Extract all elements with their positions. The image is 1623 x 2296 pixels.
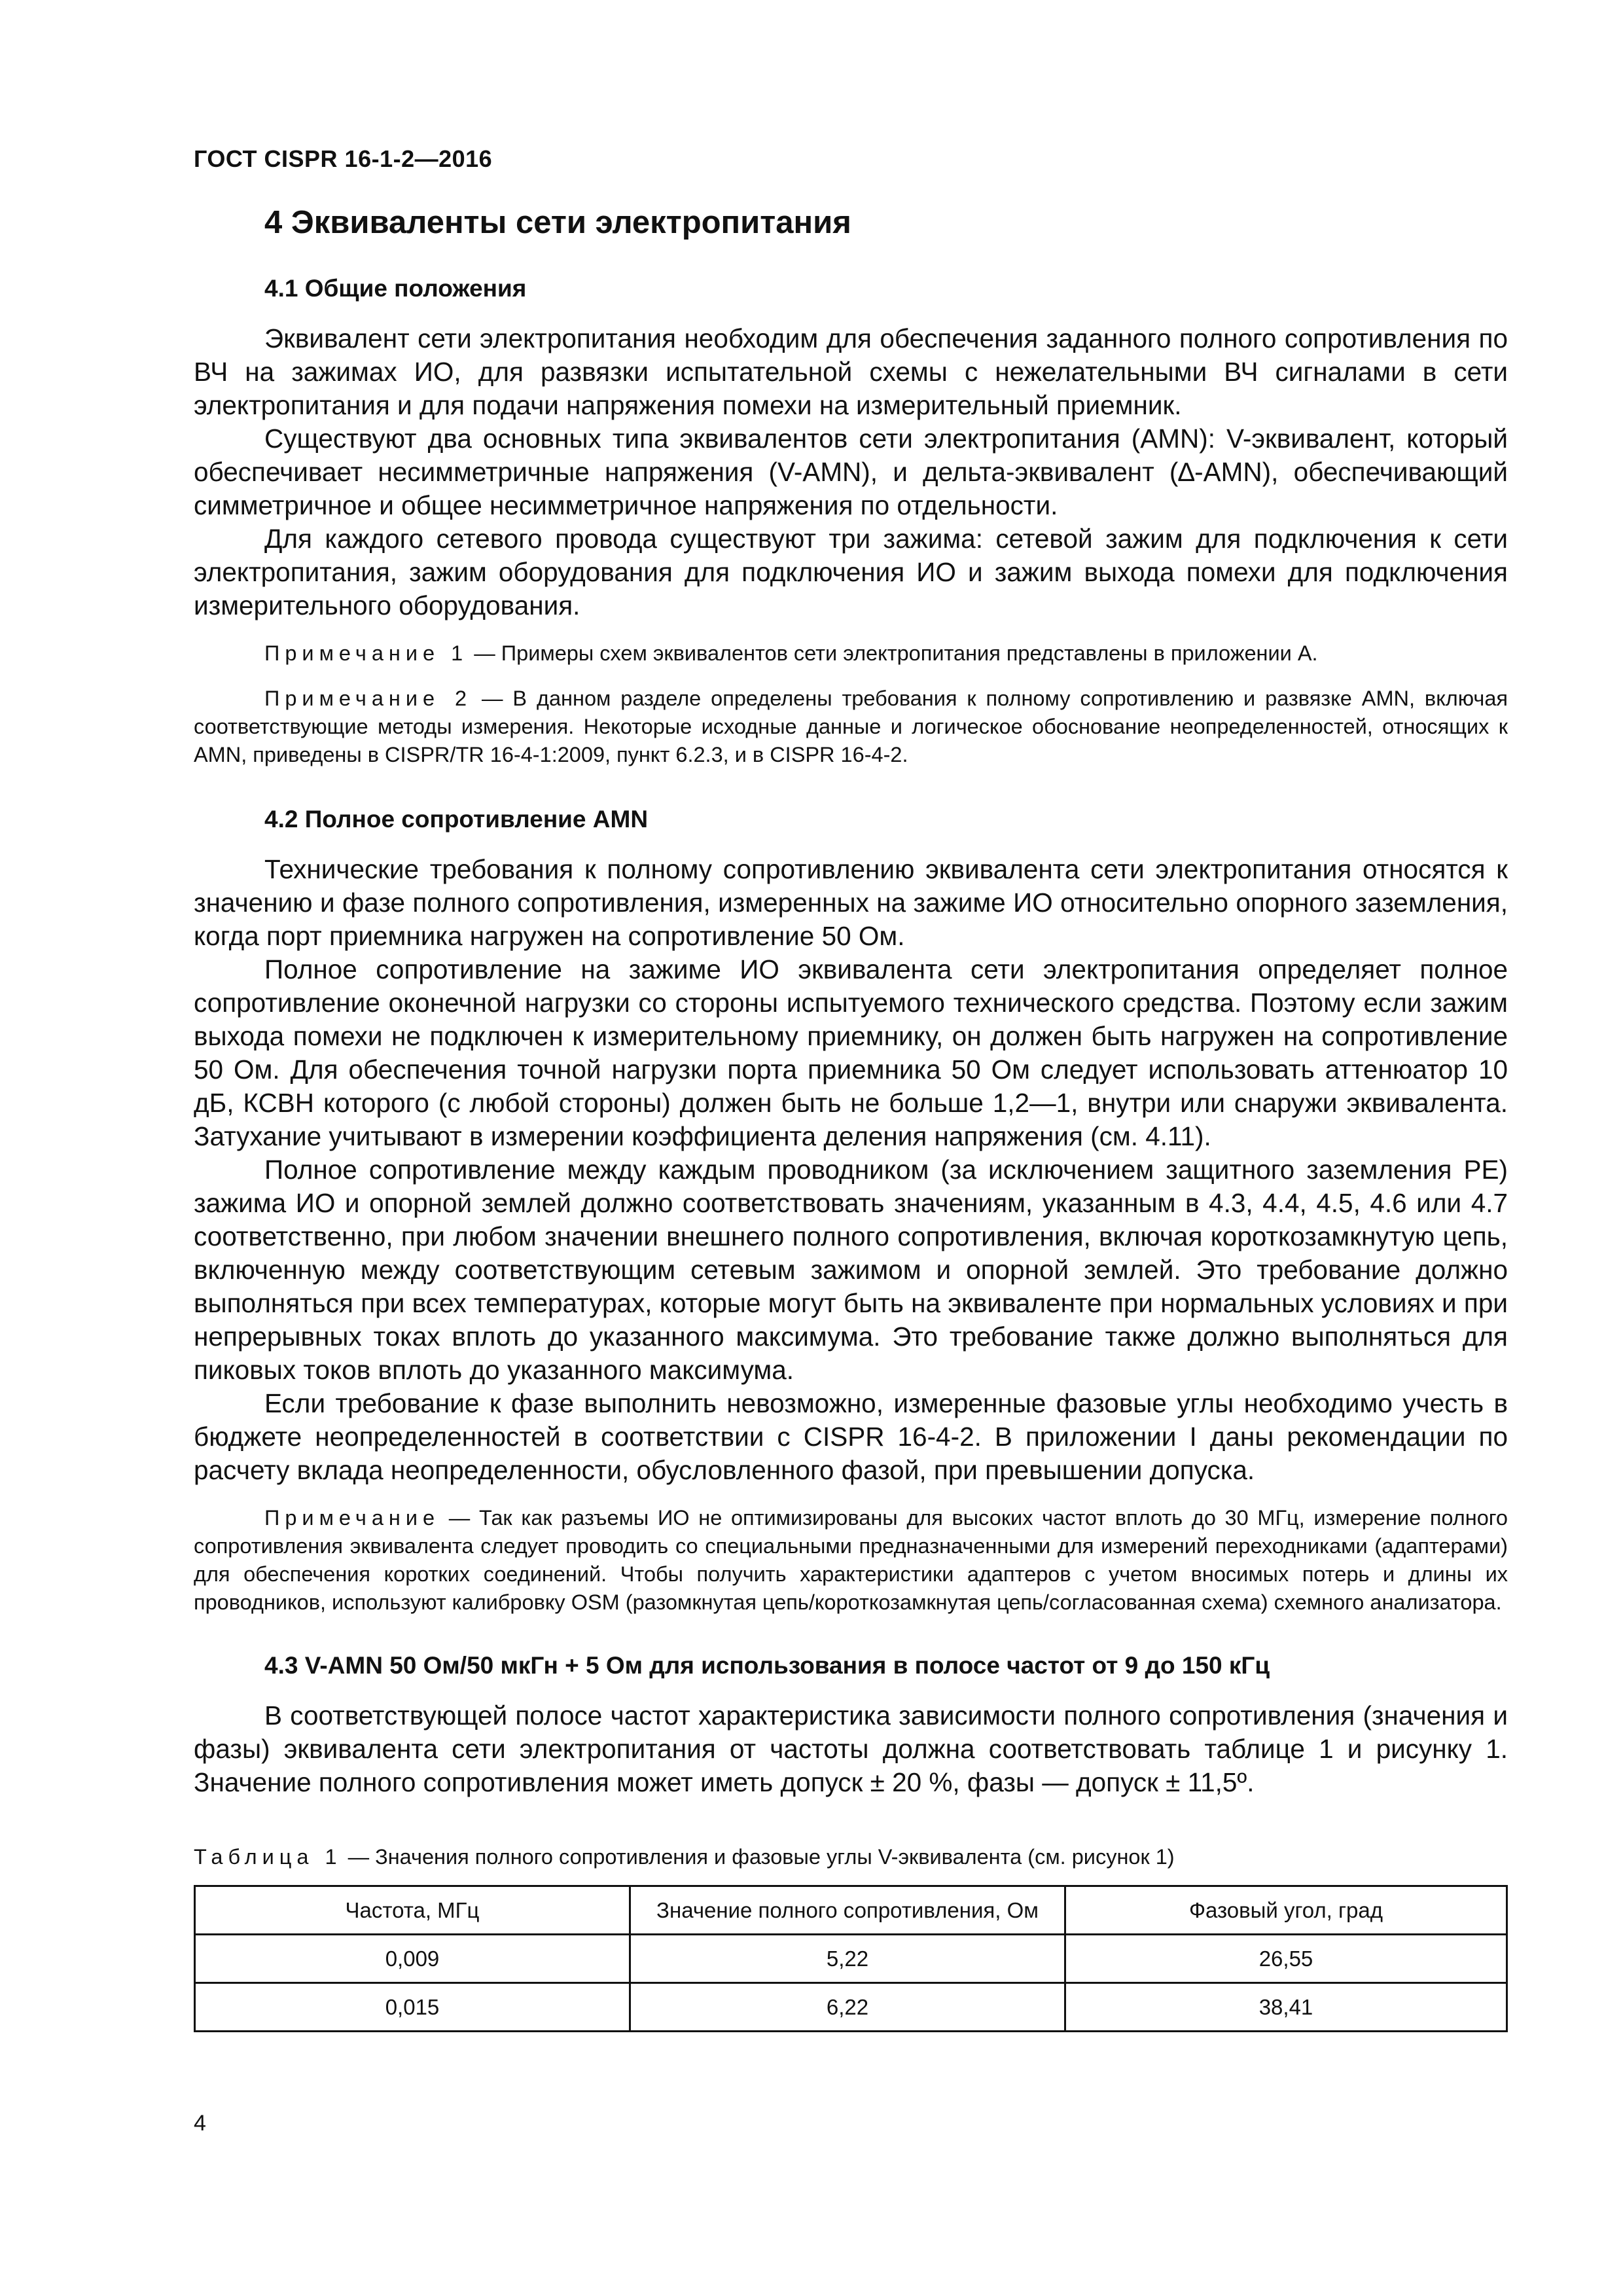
s42-paragraph-3: Полное сопротивление между каждым проводником (за исключением защитного заземления РЕ) зажима ИО и опорной землей должно соответствовать значениям, указанным в 4.3, 4.4, 4.5, 4.6 или 4.7 соответственно, при любом значении внешнего полного сопротивления, включая короткозамкнутую цепь, включенную между соответствующим сетевым зажимом и опорной землей. Это требование должно выполняться при всех температурах, которые могут быть на эквиваленте при нормальных условиях и при непрерывных токах вплоть до указанного максимума. Это требование также должно выполняться для пиковых токов вплоть до указанного максимума. [194, 1155, 1508, 1385]
header-impedance: Значение полного сопротивления, Ом [630, 1886, 1065, 1935]
note-label: Примечание 1 [264, 641, 469, 665]
section-4-heading: 4 Эквиваленты сети электропитания [264, 205, 851, 240]
section-4-1-heading: 4.1 Общие положения [264, 275, 527, 302]
page-content [194, 145, 1508, 2032]
section-4-2-heading: 4.2 Полное сопротивление AMN [264, 806, 649, 833]
s42-paragraph-1: Технические требования к полному сопротивлению эквивалента сети электропитания относятся к значению и фазе полного сопротивления, измеренных на зажиме ИО относительно опорного заземления, когда порт приемника нагружен на сопротивление 50 Ом. [194, 854, 1508, 951]
s42-paragraph-4: Если требование к фазе выполнить невозможно, измеренные фазовые углы необходимо учесть в бюджете неопределенностей в соответствии с CISPR 16-4-2. В приложении I даны рекомендации по расчету вклада неопределенности, обусловленного фазой, при превышении допуска. [194, 1388, 1508, 1485]
header-frequency: Частота, МГц [195, 1886, 630, 1935]
cell-phase-angle: 26,55 [1065, 1935, 1507, 1983]
note-label: Примечание 2 [264, 687, 473, 710]
s41-paragraph-1: Эквивалент сети электропитания необходим для обеспечения заданного полного сопротивления по ВЧ на зажимах ИО, для развязки испытательной схемы с нежелательными ВЧ сигналами в сети электропитания и для подачи напряжения помехи на измерительный приемник. [194, 323, 1508, 420]
table-caption-text: — Значения полного сопротивления и фазовые углы V-эквивалента (см. рисунок 1) [342, 1845, 1175, 1869]
table-1-caption [194, 1845, 1508, 1869]
table-row [195, 1983, 1507, 2032]
s41-note-1 [194, 639, 1508, 668]
header-phase-angle: Фазовый угол, град [1065, 1886, 1507, 1935]
cell-frequency: 0,009 [195, 1935, 630, 1983]
document-header: ГОСТ CISPR 16-1-2—2016 [194, 145, 493, 172]
s42-paragraph-2: Полное сопротивление на зажиме ИО эквивалента сети электропитания определяет полное сопротивление оконечной нагрузки со стороны испытуемого технического средства. Поэтому если зажим выхода помехи не подключен к измерительному приемнику, он должен быть нагружен на сопротивление 50 Ом. Для обеспечения точной нагрузки порта приемника 50 Ом следует использовать аттенюатор 10 дБ, КСВН которого (с любой стороны) должен быть не больше 1,2—1, внутри или снаружи эквивалента. Затухание учитывают в измерении коэффициента деления напряжения (см. 4.11). [194, 954, 1508, 1151]
cell-impedance: 5,22 [630, 1935, 1065, 1983]
note-text: — Так как разъемы ИО не оптимизированы для высоких частот вплоть до 30 МГц, измерение полного сопротивления эквивалента следует проводить со специальными предназначенными для измерений переходниками (адаптерами) для обеспечения коротких соединений. Чтобы получить характеристики адаптеров с учетом вносимых потерь и длины их проводников, используют калибровку OSM (разомкнутая цепь/короткозамкнутая цепь/согласованная схема) схемного анализатора. [194, 1506, 1508, 1614]
cell-phase-angle: 38,41 [1065, 1983, 1507, 2032]
note-text: — Примеры схем эквивалентов сети электропитания представлены в приложении А. [468, 641, 1318, 665]
note-text: — В данном разделе определены требования к полному сопротивлению и развязке AMN, включая соответствующие методы измерения. Некоторые исходные данные и логическое обоснование неопределенностей, относящих к AMN, приведены в CISPR/TR 16-4-1:2009, пункт 6.2.3, и в CISPR 16-4-2. [194, 687, 1508, 766]
page-number: 4 [194, 2111, 206, 2136]
table-row [195, 1935, 1507, 1983]
s42-note [194, 1504, 1508, 1617]
note-label: Примечание [264, 1506, 440, 1530]
s41-paragraph-3: Для каждого сетевого провода существуют три зажима: сетевой зажим для подключения к сети электропитания, зажим оборудования для подключения ИО и зажим выхода помехи для подключения измерительного оборудования. [194, 524, 1508, 620]
section-4-3-heading: 4.3 V-AMN 50 Ом/50 мкГн + 5 Ом для использования в полосе частот от 9 до 150 кГц [264, 1652, 1270, 1679]
table-header-row [195, 1886, 1507, 1935]
s41-paragraph-2: Существуют два основных типа эквивалентов сети электропитания (AMN): V-эквивалент, который обеспечивает несимметричные напряжения (V-AMN), и дельта-эквивалент (∆-AMN), обеспечивающий симметричное и общее несимметричное напряжения по отдельности. [194, 423, 1508, 520]
cell-impedance: 6,22 [630, 1983, 1065, 2032]
s41-note-2 [194, 685, 1508, 769]
table-caption-label: Таблица 1 [194, 1845, 342, 1869]
cell-frequency: 0,015 [195, 1983, 630, 2032]
s43-paragraph-1: В соответствующей полосе частот характеристика зависимости полного сопротивления (значения и фазы) эквивалента сети электропитания от частоты должна соответствовать таблице 1 и рисунку 1. Значение полного сопротивления может иметь допуск ± 20 %, фазы — допуск ± 11,5º. [194, 1700, 1508, 1797]
impedance-table [194, 1885, 1508, 2032]
